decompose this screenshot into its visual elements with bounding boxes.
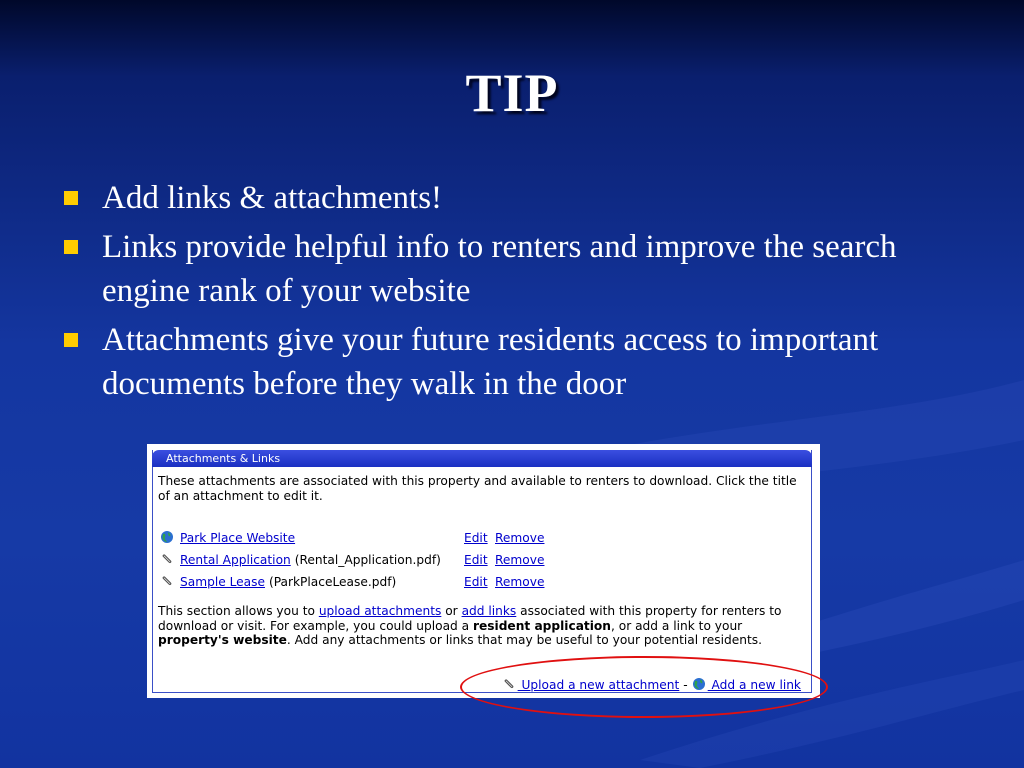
attachments-links-panel	[152, 450, 812, 693]
panel-header: Attachments & Links	[152, 450, 812, 467]
section-text: This section allows you to	[158, 604, 319, 618]
actions-separator: -	[683, 678, 688, 692]
attachment-row	[158, 573, 558, 595]
section-description	[158, 604, 808, 648]
section-text: associated with this property for renters to download or visit. For example, you could upload a	[158, 604, 782, 633]
bullet-item	[60, 176, 960, 220]
remove-link[interactable]: Remove	[495, 553, 545, 567]
square-bullet-icon	[64, 240, 78, 254]
intro-text: These attachments are associated with this property and available to renters to download. Click the title of an attachment to edit it.	[158, 474, 797, 503]
section-text: . Add any attachments or links that may be useful to your potential residents.	[286, 633, 762, 647]
attachment-title-link[interactable]: Park Place Website	[180, 531, 296, 545]
section-bold-text: property's website	[158, 633, 287, 647]
attachment-row	[158, 551, 558, 573]
edit-link[interactable]: Edit	[464, 553, 488, 567]
panel-body	[158, 474, 805, 692]
red-highlight-ellipse	[460, 656, 828, 718]
slide-title: TIP	[465, 63, 559, 123]
bullet-item	[60, 225, 960, 313]
add-links-link[interactable]: add links	[461, 604, 517, 618]
globe-icon	[160, 530, 174, 544]
section-bold-text: resident application	[473, 618, 611, 633]
bullet-list	[60, 176, 960, 411]
attachment-filename: (ParkPlaceLease.pdf)	[268, 575, 397, 589]
upload-attachments-link[interactable]: upload attachments	[318, 604, 442, 618]
attachment-filename: (Rental_Application.pdf)	[294, 553, 441, 567]
bullet-text: Add links & attachments!	[102, 180, 443, 216]
edit-link[interactable]: Edit	[464, 575, 488, 589]
attachment-name	[180, 575, 396, 590]
add-new-link-link[interactable]: Add a new link	[707, 678, 801, 692]
upload-new-attachment-link[interactable]: Upload a new attachment	[517, 678, 680, 692]
bullet-item	[60, 318, 960, 406]
attachment-row	[158, 529, 558, 551]
section-text: , or add a link to your	[610, 618, 743, 633]
attachments-list	[158, 529, 558, 595]
remove-link[interactable]: Remove	[495, 531, 545, 545]
remove-link[interactable]: Remove	[495, 575, 545, 589]
paperclip-icon	[160, 574, 174, 588]
attachment-title-link[interactable]: Sample Lease	[180, 575, 265, 589]
section-text: or	[441, 604, 462, 618]
attachment-name	[180, 553, 441, 568]
bullet-text: Links provide helpful info to renters and improve the search engine rank of your website	[102, 229, 897, 309]
paperclip-icon	[160, 552, 174, 566]
attachment-title-link[interactable]: Rental Application	[180, 553, 291, 567]
edit-link[interactable]: Edit	[464, 531, 488, 545]
bullet-text: Attachments give your future residents access to important documents before they walk in the door	[102, 322, 879, 402]
square-bullet-icon	[64, 333, 78, 347]
square-bullet-icon	[64, 191, 78, 205]
attachment-name	[180, 531, 295, 546]
